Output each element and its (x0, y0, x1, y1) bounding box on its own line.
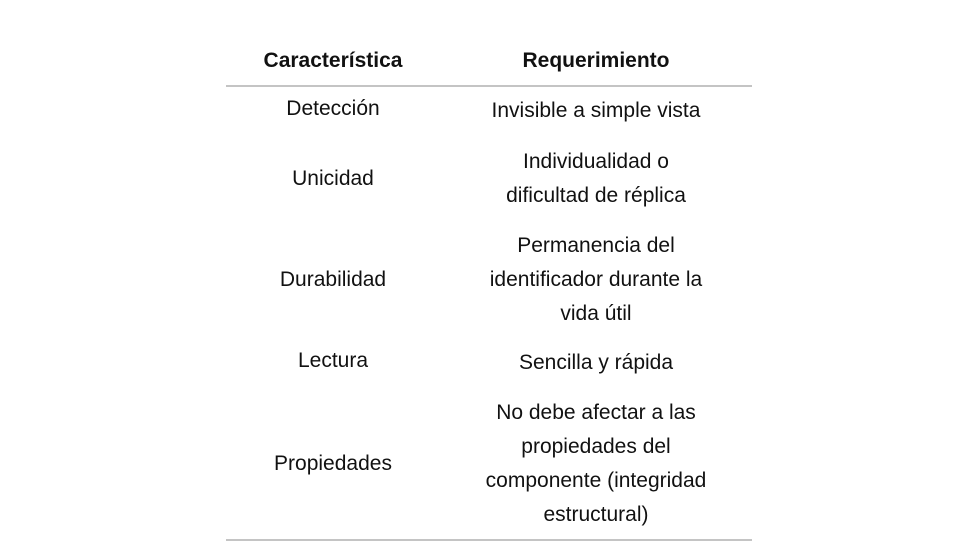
cell-line: dificultad de réplica (506, 184, 686, 207)
table-header-row (226, 44, 752, 78)
cell-line: propiedades del (521, 435, 671, 458)
cell-caracteristica (226, 92, 440, 126)
cell-line: identificador durante la (489, 268, 703, 291)
table-bottom-divider (226, 539, 752, 541)
cell-line: Individualidad o (523, 150, 669, 173)
cell-text: Propiedades (274, 452, 392, 475)
cell-requerimiento (440, 94, 752, 128)
cell-line: Permanencia del (517, 234, 675, 257)
cell-caracteristica (226, 344, 440, 378)
cell-text: Durabilidad (279, 268, 387, 291)
cell-text: Detección (286, 97, 380, 120)
cell-requerimiento (440, 396, 752, 532)
cell-requerimiento (440, 229, 752, 331)
cell-line: vida útil (560, 302, 632, 325)
cell-text: Lectura (297, 349, 369, 372)
cell-line: Invisible a simple vista (491, 99, 701, 122)
table-row (226, 346, 752, 380)
table-row (226, 396, 752, 532)
table-row (226, 145, 752, 213)
cell-caracteristica (226, 145, 440, 213)
cell-requerimiento (440, 346, 752, 380)
header-divider (226, 85, 752, 87)
cell-caracteristica (226, 229, 440, 331)
header-caracteristica: Característica (263, 49, 403, 72)
cell-caracteristica (226, 396, 440, 532)
header-requerimiento: Requerimiento (522, 49, 670, 72)
cell-line: estructural) (543, 503, 649, 526)
table-row (226, 94, 752, 128)
cell-line: Sencilla y rápida (518, 351, 674, 374)
cell-text: Unicidad (292, 167, 374, 190)
cell-line: componente (integridad (485, 469, 707, 492)
cell-line: No debe afectar a las (496, 401, 696, 424)
cell-requerimiento (440, 145, 752, 213)
table-row (226, 229, 752, 331)
